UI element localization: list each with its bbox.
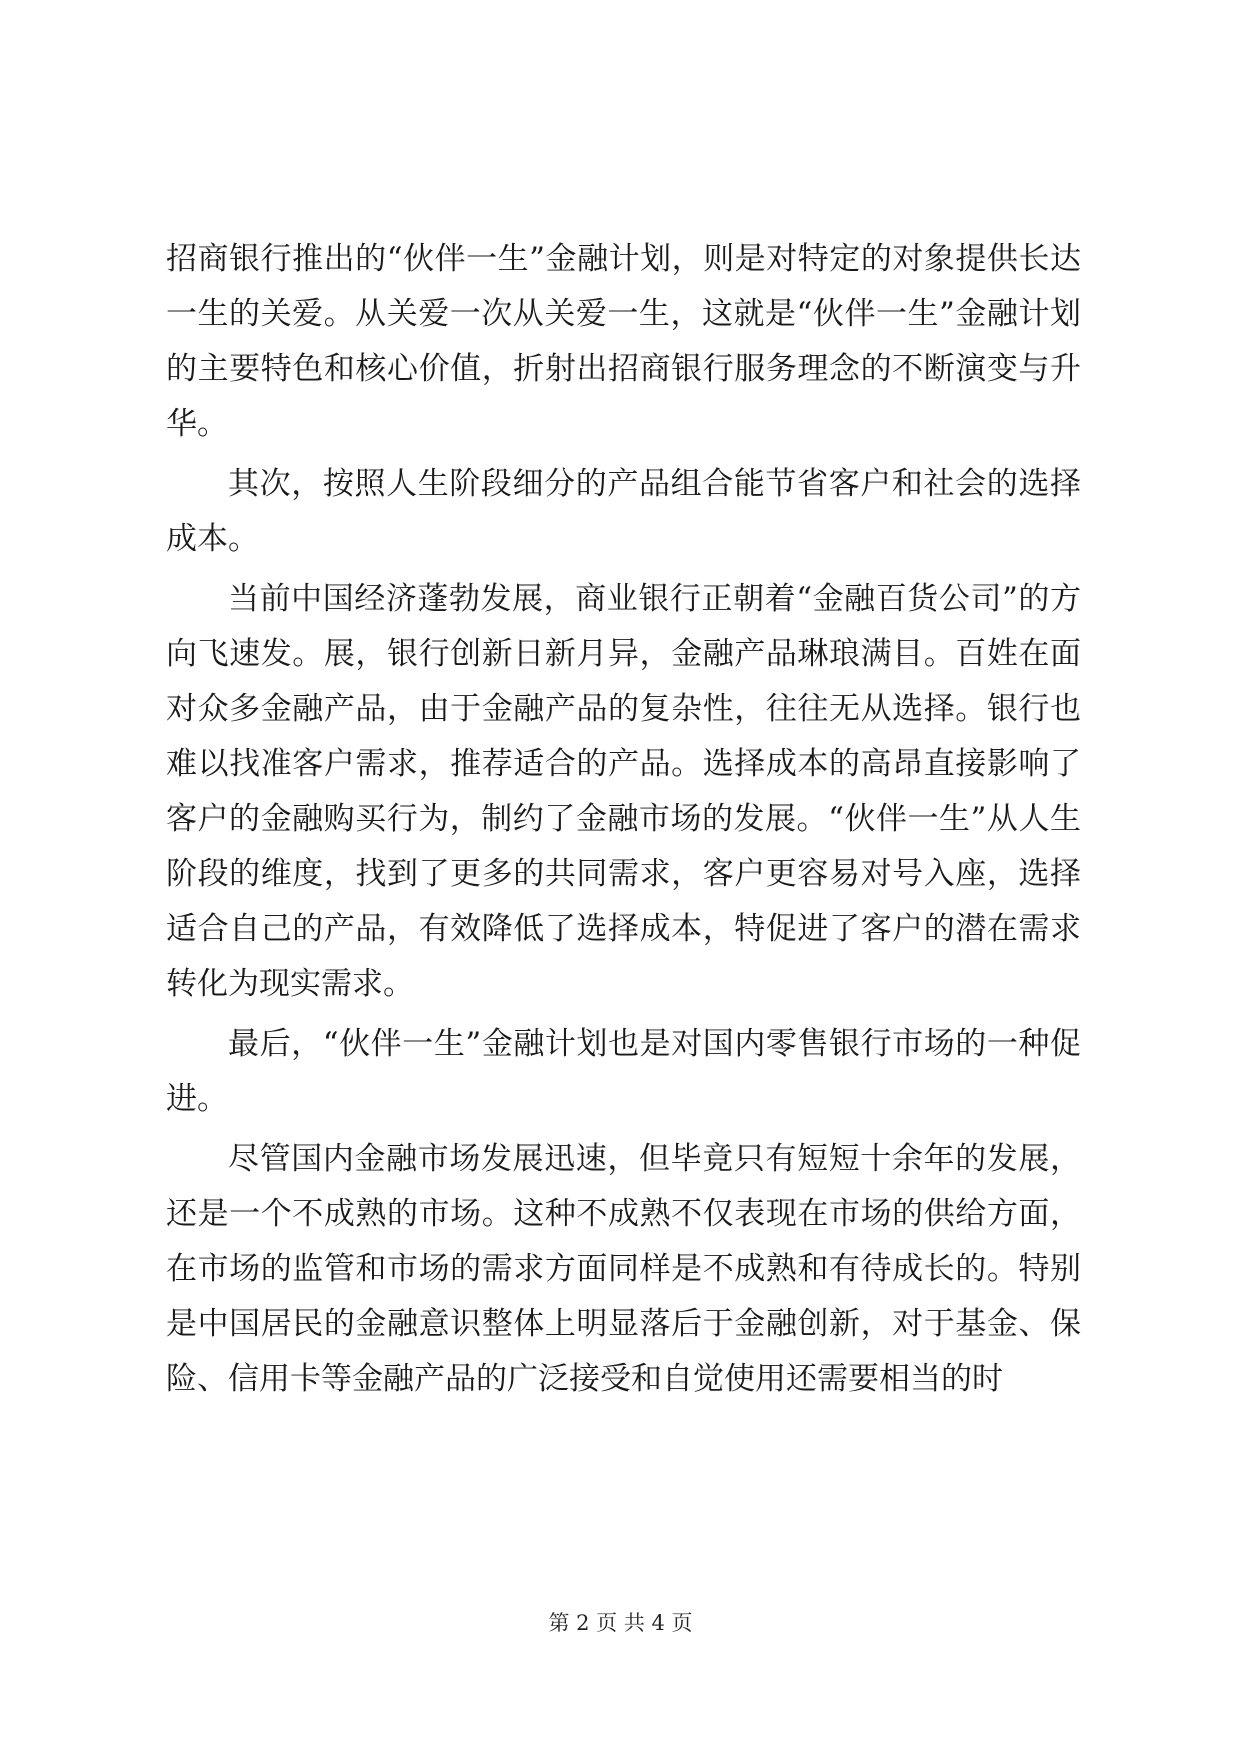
page-number: 第 2 页 共 4 页 — [548, 1611, 693, 1635]
paragraph-4: 最后，“伙伴一生”金融计划也是对国内零售银行市场的一种促进。 — [166, 1026, 1081, 1117]
paragraph-1: 招商银行推出的“伙伴一生”金融计划，则是对特定的对象提供长达一生的关爱。从关爱一次从关爱一生，这就是“伙伴一生”金融计划的主要特色和核心价值，折射出招商银行服务理念的不断演变与升华。 — [166, 241, 1081, 442]
body-text — [166, 232, 1081, 1412]
paragraph-2: 其次，按照人生阶段细分的产品组合能节省客户和社会的选择成本。 — [166, 466, 1081, 557]
paragraph-5: 尽管国内金融市场发展迅速，但毕竟只有短短十余年的发展，还是一个不成熟的市场。这种不成熟不仅表现在市场的供给方面，在市场的监管和市场的需求方面同样是不成熟和有待成长的。特别是中国居民的金融意识整体上明显落后于金融创新，对于基金、保险、信用卡等金融产品的广泛接受和自觉使用还需要相当的时 — [166, 1141, 1081, 1397]
paragraph-3: 当前中国经济蓬勃发展，商业银行正朝着“金融百货公司”的方向飞速发。展，银行创新日新月异，金融产品琳琅满目。百姓在面对众多金融产品，由于金融产品的复杂性，往往无从选择。银行也难以找准客户需求，推荐适合的产品。选择成本的高昂直接影响了客户的金融购买行为，制约了金融市场的发展。“伙伴一生”从人生阶段的维度，找到了更多的共同需求，客户更容易对号入座，选择适合自己的产品，有效降低了选择成本，特促进了客户的潜在需求转化为现实需求。 — [166, 581, 1081, 1002]
page-footer — [0, 1608, 1241, 1638]
